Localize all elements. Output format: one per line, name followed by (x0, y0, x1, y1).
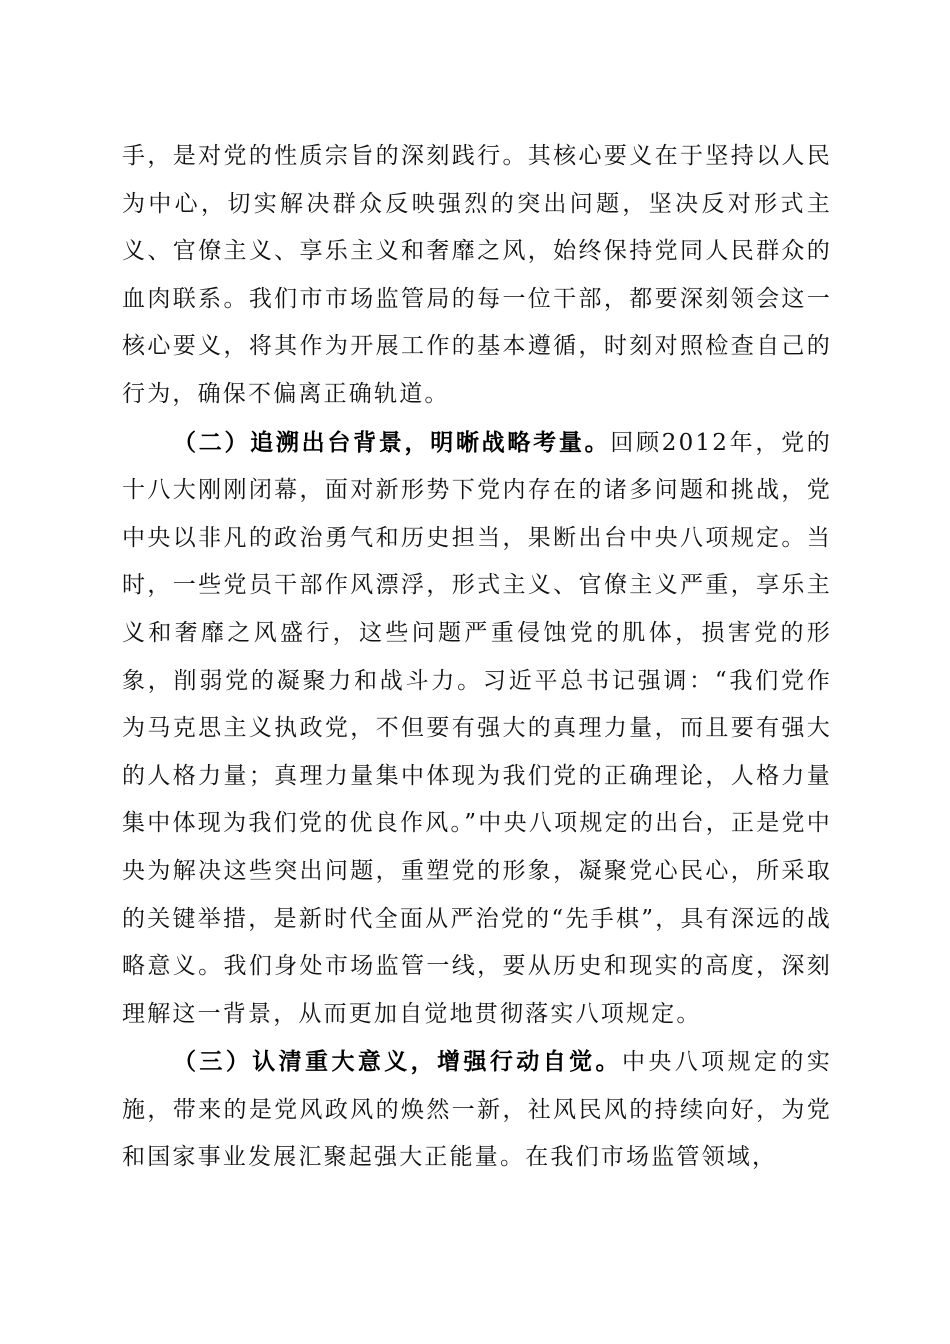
paragraph-text: 手，是对党的性质宗旨的深刻践行。其核心要义在于坚持以人民为中心，切实解决群众反映强烈的突出问题，坚决反对形式主义、官僚主义、享乐主义和奢靡之风，始终保持党同人民群众的血肉联系。我们市市场监管局的每一位干部，都要深刻领会这一核心要义，将其作为开展工作的基本遵循，时刻对照检查自己的行为，确保不偏离正确轨道。 (122, 143, 832, 407)
paragraph-text: 中央八项规定的实施，带来的是党风政风的焕然一新，社风民风的持续向好，为党和国家事业发展汇聚起强大正能量。在我们市场监管领域， (122, 1049, 832, 1171)
paragraph-section-two (122, 419, 832, 1039)
paragraph-continuation (122, 133, 832, 419)
paragraph-section-three (122, 1038, 832, 1182)
section-heading: （三）认清重大意义，增强行动自觉。 (173, 1048, 622, 1076)
paragraph-text: 回顾2012年，党的十八大刚刚闭幕，面对新形势下党内存在的诸多问题和挑战，党中央以非凡的政治勇气和历史担当，果断出台中央八项规定。当时，一些党员干部作风漂浮，形式主义、官僚主义严重，享乐主义和奢靡之风盛行，这些问题严重侵蚀党的肌体，损害党的形象，削弱党的凝聚力和战斗力。习近平总书记强调：“我们党作为马克思主义执政党，不但要有强大的真理力量，而且要有强大的人格力量；真理力量集中体现为我们党的正确理论，人格力量集中体现为我们党的优良作风。”中央八项规定的出台，正是党中央为解决这些突出问题，重塑党的形象，凝聚党心民心，所采取的关键举措，是新时代全面从严治党的“先手棋”，具有深远的战略意义。我们身处市场监管一线，要从历史和现实的高度，深刻理解这一背景，从而更加自觉地贯彻落实八项规定。 (122, 429, 832, 1027)
section-heading: （二）追溯出台背景，明晰战略考量。 (173, 428, 611, 456)
document-body (122, 133, 832, 1182)
